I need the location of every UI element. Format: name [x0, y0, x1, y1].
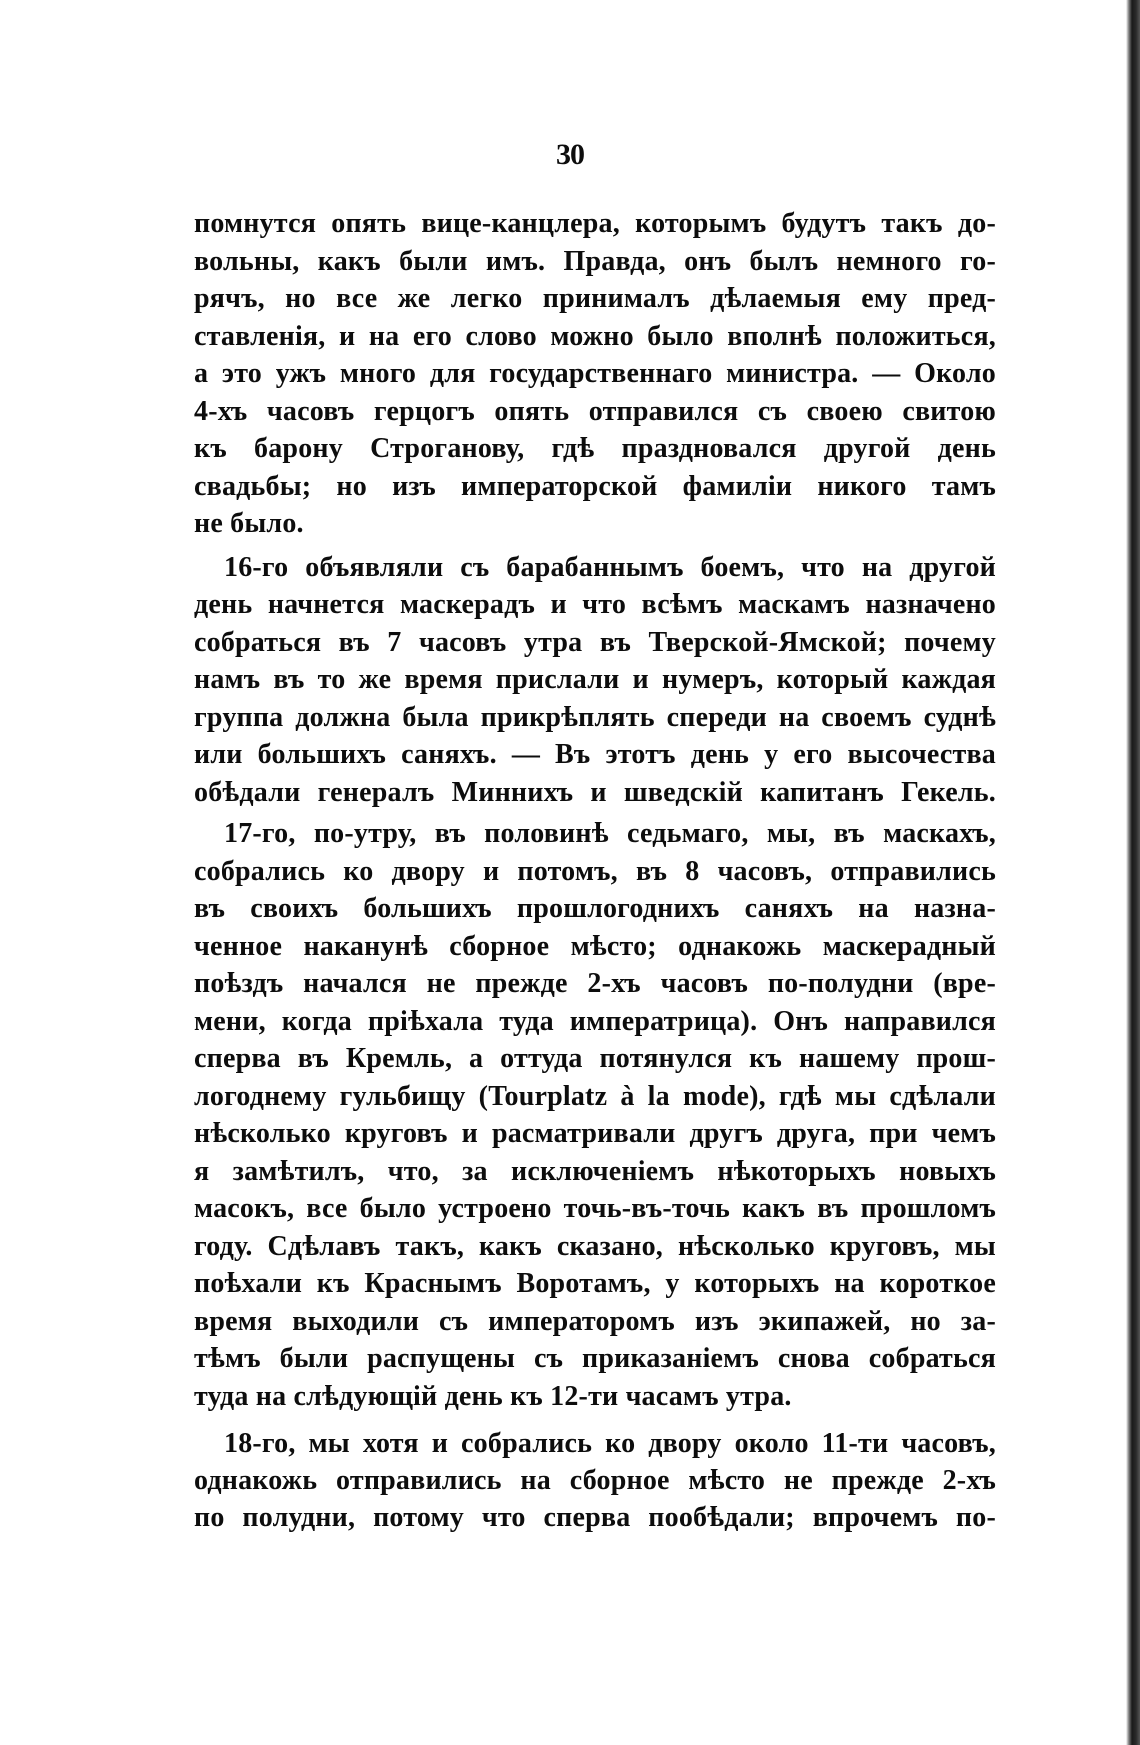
text-line: 4-хъ часовъ герцогъ опять отправился съ своею свитою [194, 395, 996, 427]
text-line: поѣхали къ Краснымъ Воротамъ, у которыхъ на короткое [194, 1268, 996, 1299]
text-line: 18-го, мы хотя и собрались ко двору около 11-ти часовъ, [224, 1428, 996, 1459]
text-line: или большихъ саняхъ. — Въ этотъ день у его высочества [194, 739, 996, 770]
page-edge-shadow [1126, 0, 1140, 1745]
paragraph-2 [194, 549, 996, 812]
text-line: сперва въ Кремль, а оттуда потянулся къ нашему прош- [194, 1043, 996, 1074]
text-line: мени, когда пріѣхала туда императрица). Онъ направился [194, 1005, 996, 1037]
text-line: въ своихъ большихъ прошлогоднихъ саняхъ на назна- [194, 893, 996, 924]
text-line: рячъ, но все же легко принималъ дѣлаемыя ему пред- [194, 283, 996, 314]
text-line: ченное наканунѣ сборное мѣсто; однакожь маскерадный [194, 930, 996, 962]
text-line: нѣсколько круговъ и расматривали другъ друга, при чемъ [194, 1118, 996, 1149]
text-line: ставленія, и на его слово можно было вполнѣ положиться, [194, 320, 996, 352]
text-line: помнутся опять вице-канцлера, которымъ будутъ такъ до- [194, 208, 996, 239]
text-line: тѣмъ были распущены съ приказаніемъ снова собраться [194, 1343, 996, 1374]
text-line: собрались ко двору и потомъ, въ 8 часовъ, отправились [194, 855, 996, 887]
paragraph-4 [194, 1425, 996, 1536]
text-line: не было. [194, 508, 304, 539]
paragraph-1 [194, 205, 996, 543]
text-line: логоднему гульбищу (Tourplatz à la mode), гдѣ мы сдѣлали [194, 1080, 996, 1112]
text-line: по полудни, потому что сперва пообѣдали; впрочемъ по- [194, 1502, 996, 1533]
page-number: 30 [556, 138, 584, 171]
text-line: 16-го объявляли съ барабаннымъ боемъ, что на другой [224, 551, 996, 583]
text-line: день начнется маскерадъ и что всѣмъ маскамъ назначено [194, 589, 996, 620]
text-line: группа должна была прикрѣплять спереди на своемъ суднѣ [194, 701, 996, 733]
text-line: масокъ, все было устроено точь-въ-точь какъ въ прошломъ [194, 1193, 996, 1224]
text-line: свадьбы; но изъ императорской фамиліи никого тамъ [194, 470, 996, 502]
text-line: 17-го, по-утру, въ половинѣ седьмаго, мы, въ маскахъ, [224, 818, 996, 849]
text-line: поѣздъ начался не прежде 2-хъ часовъ по-полудни (вре- [194, 968, 996, 999]
text-line: обѣдали генералъ Миннихъ и шведскій капитанъ Гекель. [194, 776, 996, 808]
text-line: а это ужъ много для государственнаго министра. — Около [194, 358, 996, 389]
text-line: намъ въ то же время прислали и нумеръ, который каждая [194, 664, 996, 695]
text-line: къ барону Строганову, гдѣ праздновался другой день [194, 433, 996, 464]
paragraph-3 [194, 815, 996, 1415]
text-line: туда на слѣдующій день къ 12-ти часамъ утра. [194, 1380, 792, 1412]
text-line: однакожь отправились на сборное мѣсто не прежде 2-хъ [194, 1465, 996, 1496]
text-line: время выходили съ императоромъ изъ экипажей, но за- [194, 1305, 996, 1337]
text-line: году. Сдѣлавъ такъ, какъ сказано, нѣсколько круговъ, мы [194, 1230, 996, 1262]
text-line: я замѣтилъ, что, за исключеніемъ нѣкоторыхъ новыхъ [194, 1155, 996, 1187]
text-line: вольны, какъ были имъ. Правда, онъ былъ немного го- [194, 245, 996, 277]
body-text [194, 205, 996, 1536]
text-line: собраться въ 7 часовъ утра въ Тверской-Ямской; почему [194, 626, 996, 658]
